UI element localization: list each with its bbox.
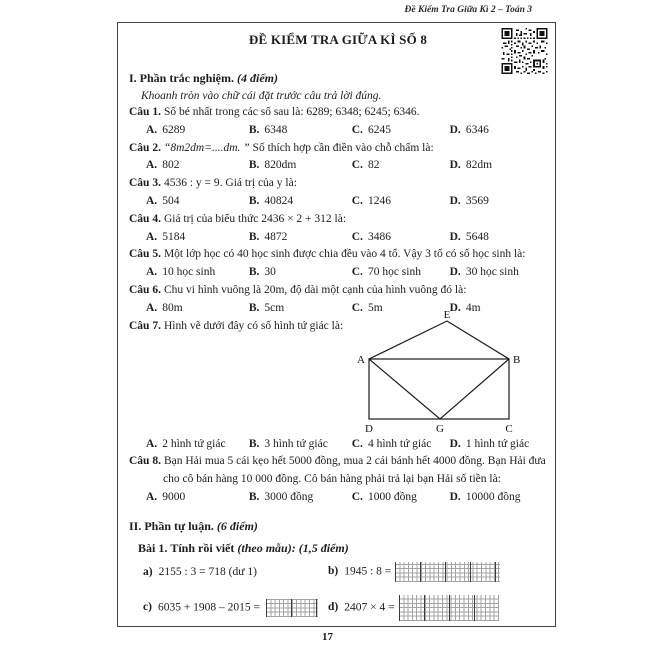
option-letter: D.: [449, 301, 461, 314]
option-value: 4872: [264, 230, 288, 243]
option-letter: A.: [146, 194, 158, 207]
option-a: [146, 157, 246, 175]
exercise-item-b: [328, 562, 547, 582]
option-value: 10000 đồng: [465, 490, 521, 503]
question-8-line1: [129, 453, 547, 471]
exercise-1-heading: [138, 540, 547, 556]
question-1-options: [146, 122, 547, 140]
option-value: 1000 đồng: [367, 490, 417, 503]
option-letter: A.: [146, 230, 158, 243]
question-2-text: Số thích hợp cần điền vào chỗ chấm là:: [252, 141, 434, 154]
exercise-item-c: [143, 599, 328, 617]
option-value: 6348: [264, 123, 288, 136]
item-d-label: d): [328, 601, 339, 614]
option-b: [249, 122, 349, 140]
question-5-options: [146, 264, 547, 282]
item-d-expression: 2407 × 4 =: [344, 601, 395, 614]
option-value: 9000: [162, 490, 186, 503]
option-letter: B.: [248, 301, 260, 314]
question-3-label: Câu 3.: [129, 177, 161, 190]
option-letter: C.: [351, 266, 363, 279]
page-number: 17: [322, 631, 333, 643]
option-a: [146, 122, 246, 140]
exercise-1-note: (theo mẫu):: [237, 540, 296, 555]
option-value: 5m: [367, 301, 383, 314]
qr-code-icon: [501, 28, 548, 74]
vertex-label-d: D: [365, 422, 373, 435]
question-2: [129, 140, 547, 158]
option-value: 4m: [465, 301, 481, 314]
option-b: [249, 157, 349, 175]
option-letter: B.: [248, 437, 260, 450]
question-4-text: Giá trị của biểu thức 2436 × 2 + 312 là:: [163, 212, 347, 225]
quadrilateral-figure: [353, 309, 529, 435]
option-letter: A.: [146, 159, 158, 172]
section2-heading-text: II. Phần tự luận.: [129, 518, 214, 533]
exercise-1-label: Bài 1.: [138, 540, 168, 555]
option-letter: A.: [146, 301, 158, 314]
answer-grid-d: [399, 595, 499, 621]
question-4-options: [146, 229, 547, 247]
option-value: 2 hình tứ giác: [162, 437, 226, 450]
exercise-row-ab: [129, 562, 547, 582]
section1-heading-text: I. Phần trắc nghiệm.: [129, 71, 234, 85]
option-value: 82: [367, 159, 380, 172]
section1-heading: [129, 70, 547, 86]
option-letter: A.: [146, 266, 158, 279]
running-header: Đề Kiểm Tra Giữa Kì 2 – Toán 3: [404, 5, 532, 15]
question-1-label: Câu 1.: [129, 106, 161, 118]
option-value: 30: [264, 266, 276, 279]
option-value: 30 học sinh: [465, 266, 519, 279]
option-b: [249, 229, 349, 247]
question-6: [129, 282, 547, 300]
option-value: 70 học sinh: [367, 266, 421, 279]
option-d: [450, 436, 530, 454]
question-5-label: Câu 5.: [129, 248, 161, 261]
exercise-item-a: [143, 566, 328, 578]
question-7-text: Hình vẽ dưới đây có số hình tứ giác là:: [163, 319, 344, 332]
option-letter: C.: [351, 159, 363, 172]
option-c: [352, 193, 447, 211]
answer-grid-c: [266, 599, 318, 617]
option-letter: D.: [449, 194, 461, 207]
option-b: [249, 264, 349, 282]
question-3-options: [146, 193, 547, 211]
option-value: 40824: [264, 194, 294, 207]
option-a: [146, 436, 246, 454]
item-c-expression: 6035 + 1908 – 2015 =: [157, 601, 261, 614]
option-letter: B.: [248, 230, 260, 243]
option-value: 802: [162, 159, 180, 172]
option-value: 3569: [465, 194, 489, 207]
page-title: ĐỀ KIỂM TRA GIỮA KÌ SỐ 8: [248, 32, 428, 47]
exercise-row-cd: [129, 595, 547, 621]
option-value: 6346: [465, 123, 489, 136]
question-6-label: Câu 6.: [129, 283, 161, 296]
question-3-text: 4536 : y = 9. Giá trị của y là:: [163, 177, 297, 190]
option-letter: B.: [248, 266, 260, 279]
item-c-label: c): [143, 601, 152, 614]
question-1: [129, 104, 547, 122]
option-c: [352, 489, 447, 507]
option-c: [352, 157, 447, 175]
question-7-block: [129, 308, 547, 436]
option-value: 82dm: [465, 159, 493, 172]
question-5-text: Một lớp học có 40 học sinh được chia đều vào 4 tổ. Vậy 3 tổ có số học sinh là:: [163, 248, 526, 261]
option-d: [450, 229, 489, 247]
vertex-label-c: C: [505, 422, 513, 435]
question-7-label: Câu 7.: [129, 319, 161, 332]
option-d: [450, 264, 519, 282]
section2-heading: [129, 518, 547, 534]
option-c: [352, 436, 447, 454]
option-b: [249, 489, 349, 507]
option-letter: D.: [449, 266, 461, 279]
option-value: 3486: [367, 230, 391, 243]
option-value: 820dm: [264, 159, 297, 172]
option-letter: C.: [351, 123, 363, 136]
exercise-1-name: Tính rồi viết: [170, 540, 235, 555]
option-value: 6289: [162, 123, 186, 136]
option-value: 1246: [367, 194, 391, 207]
option-value: 6245: [367, 123, 391, 136]
option-letter: B.: [248, 194, 260, 207]
option-letter: B.: [248, 490, 260, 503]
option-letter: B.: [248, 159, 260, 172]
option-c: [352, 264, 447, 282]
option-a: [146, 193, 246, 211]
page-frame: [117, 22, 556, 627]
question-8-text-line1: Bạn Hải mua 5 cái kẹo hết 5000 đồng, mua 2 cái bánh hết 4000 đồng. Bạn Hải đưa: [163, 455, 546, 468]
question-8-line2: cho cô bán hàng 10 000 đồng. Cô bán hàng phải trả lại bạn Hải số tiền là:: [163, 473, 501, 486]
question-2-quoted: “8m2dm=....dm. ”: [163, 141, 250, 154]
vertex-label-g: G: [436, 422, 444, 435]
question-1-text: Số bé nhất trong các số sau là: 6289; 6348; 6245; 6346.: [163, 106, 420, 118]
option-value: 1 hình tứ giác: [465, 437, 530, 450]
question-3: [129, 175, 547, 193]
section1-instruction: Khoanh tròn vào chữ cái đặt trước câu trả lời đúng.: [141, 90, 382, 102]
option-letter: A.: [146, 490, 158, 503]
option-d: [450, 489, 521, 507]
option-value: 10 học sinh: [162, 266, 216, 279]
option-letter: C.: [351, 490, 363, 503]
question-8-label: Câu 8.: [129, 455, 161, 468]
item-a-label: a): [143, 565, 153, 578]
item-b-expression: 1945 : 8 =: [344, 565, 392, 578]
section1-points: (4 điểm): [237, 71, 278, 85]
option-letter: C.: [351, 230, 363, 243]
exercise-1-points: (1,5 điểm): [298, 540, 349, 555]
option-value: 5184: [162, 230, 186, 243]
option-c: [352, 122, 447, 140]
question-7-options: [146, 436, 547, 454]
question-2-label: Câu 2.: [129, 141, 161, 154]
option-c: [352, 229, 447, 247]
option-value: 3000 đồng: [264, 490, 314, 503]
option-letter: D.: [449, 490, 461, 503]
option-b: [249, 193, 349, 211]
option-a: [146, 300, 246, 318]
item-a-expression: 2155 : 3 = 718 (dư 1): [158, 565, 257, 578]
option-letter: D.: [449, 159, 461, 172]
option-a: [146, 489, 246, 507]
vertex-label-b: B: [513, 353, 521, 366]
section2-points: (6 điểm): [216, 518, 258, 533]
option-letter: A.: [146, 123, 158, 136]
option-value: 5cm: [264, 301, 285, 314]
option-letter: C.: [351, 301, 363, 314]
option-b: [249, 300, 349, 318]
question-4: [129, 211, 547, 229]
option-value: 3 hình tứ giác: [264, 437, 328, 450]
option-value: 80m: [162, 301, 183, 314]
option-value: 5648: [465, 230, 489, 243]
option-letter: A.: [146, 437, 158, 450]
option-letter: C.: [351, 194, 363, 207]
vertex-label-a: A: [357, 353, 365, 366]
option-letter: B.: [248, 123, 260, 136]
answer-grid-b: [395, 562, 500, 582]
option-letter: D.: [449, 230, 461, 243]
option-letter: D.: [449, 437, 461, 450]
option-letter: D.: [449, 123, 461, 136]
question-8-options: [146, 489, 547, 507]
option-b: [249, 436, 349, 454]
option-value: 504: [162, 194, 180, 207]
exercise-item-d: [328, 595, 547, 621]
question-2-options: [146, 157, 547, 175]
option-d: [450, 122, 489, 140]
vertex-label-e: E: [443, 308, 451, 321]
question-6-text: Chu vi hình vuông là 20m, độ dài một cạnh của hình vuông đó là:: [163, 283, 467, 296]
question-5: [129, 246, 547, 264]
option-letter: C.: [351, 437, 363, 450]
option-a: [146, 264, 246, 282]
option-value: 4 hình tứ giác: [367, 437, 432, 450]
option-d: [450, 193, 489, 211]
option-d: [450, 157, 492, 175]
option-a: [146, 229, 246, 247]
item-b-label: b): [328, 565, 339, 578]
question-4-label: Câu 4.: [129, 212, 161, 225]
